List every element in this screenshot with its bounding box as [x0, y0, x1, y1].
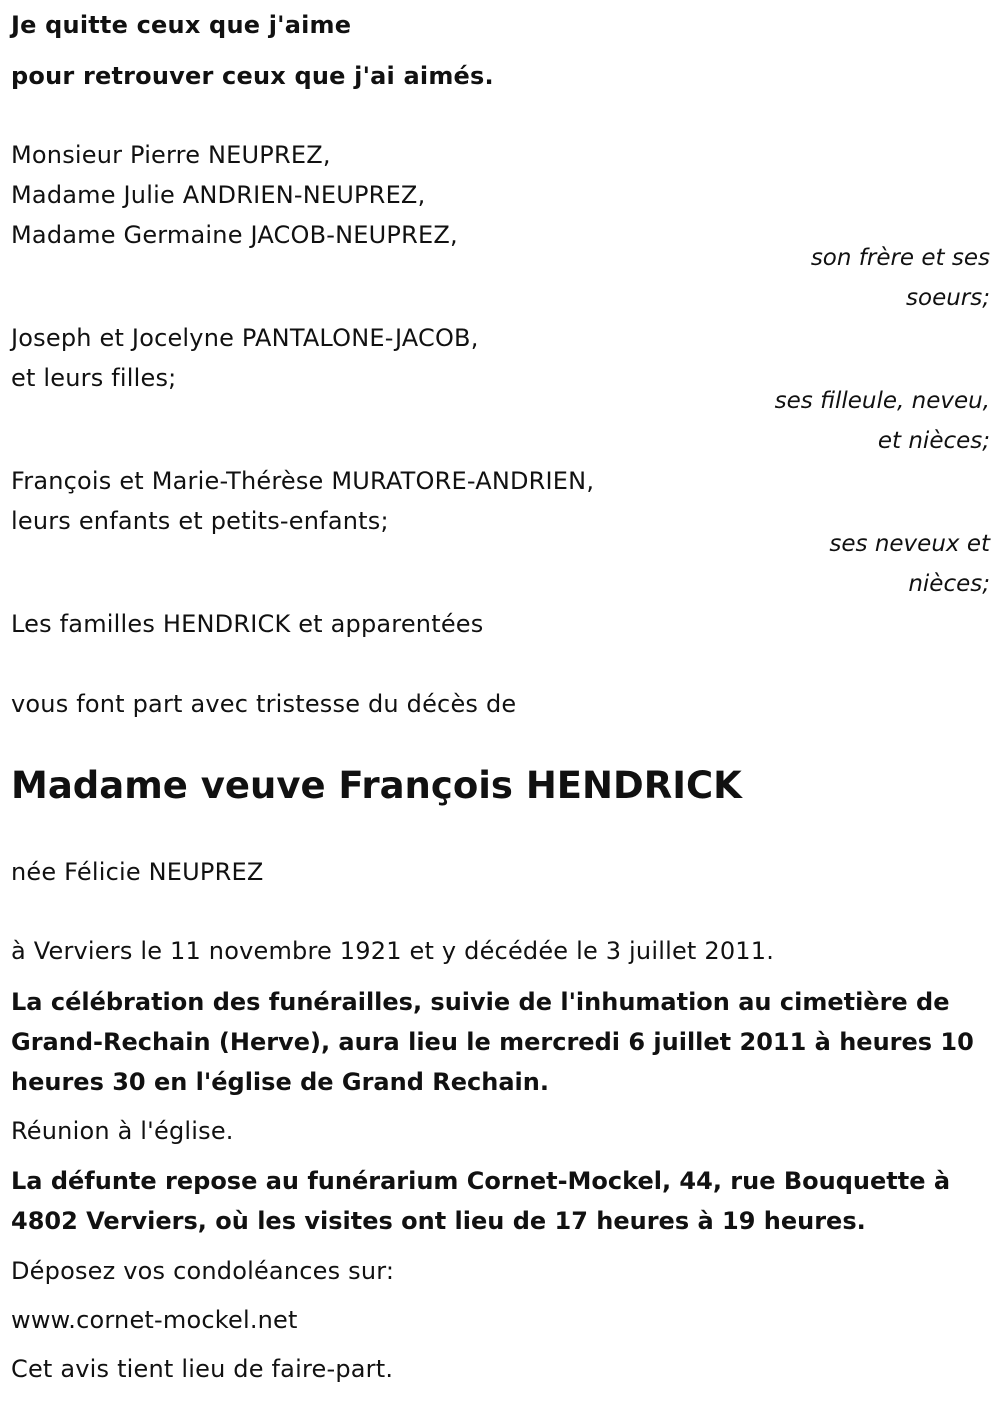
condolences-label: Déposez vos condoléances sur:	[11, 1257, 395, 1285]
closing-note: Cet avis tient lieu de faire-part.	[11, 1355, 394, 1383]
nephew-name: leurs enfants et petits-enfants;	[11, 507, 389, 535]
announcement-text: vous font part avec tristesse du décès de	[11, 690, 517, 718]
visitation-info: La défunte repose au funérarium Cornet-Mockel, 44, rue Bouquette à 4802 Verviers, où les visites ont lieu de 17 heures à 19 heures.	[11, 1167, 951, 1235]
website-link[interactable]: www.cornet-mockel.net	[11, 1306, 298, 1334]
maiden-name: née Félicie NEUPREZ	[11, 858, 264, 886]
relation-label: soeurs;	[906, 285, 990, 311]
funeral-ceremony: La célébration des funérailles, suivie de l'inhumation au cimetière de Grand-Rechain (Herve), aura lieu le mercredi 6 juillet 2011 à heures 10 heures 30 en l'église de Grand Rechain.	[11, 988, 974, 1096]
deceased-name: Madame veuve François HENDRICK	[11, 764, 742, 807]
godchild-name: et leurs filles;	[11, 364, 177, 392]
meeting-info: Réunion à l'église.	[11, 1117, 234, 1145]
epigraph-line-2: pour retrouver ceux que j'ai aimés.	[11, 62, 494, 90]
relation-label: son frère et ses	[810, 245, 990, 271]
sibling-name: Madame Julie ANDRIEN-NEUPREZ,	[11, 181, 426, 209]
epigraph-line-1: Je quitte ceux que j'aime	[11, 11, 352, 39]
families-line: Les familles HENDRICK et apparentées	[11, 610, 484, 638]
relation-label: ses neveux et	[829, 531, 990, 557]
life-dates: à Verviers le 11 novembre 1921 et y décédée le 3 juillet 2011.	[11, 937, 775, 965]
sibling-name: Madame Germaine JACOB-NEUPREZ,	[11, 221, 458, 249]
nephew-name: François et Marie-Thérèse MURATORE-ANDRIEN,	[11, 467, 595, 495]
relation-label: nièces;	[908, 571, 990, 597]
relation-label: ses filleule, neveu,	[774, 388, 990, 414]
relation-label: et nièces;	[877, 428, 990, 454]
godchild-name: Joseph et Jocelyne PANTALONE-JACOB,	[11, 324, 479, 352]
sibling-name: Monsieur Pierre NEUPREZ,	[11, 141, 331, 169]
